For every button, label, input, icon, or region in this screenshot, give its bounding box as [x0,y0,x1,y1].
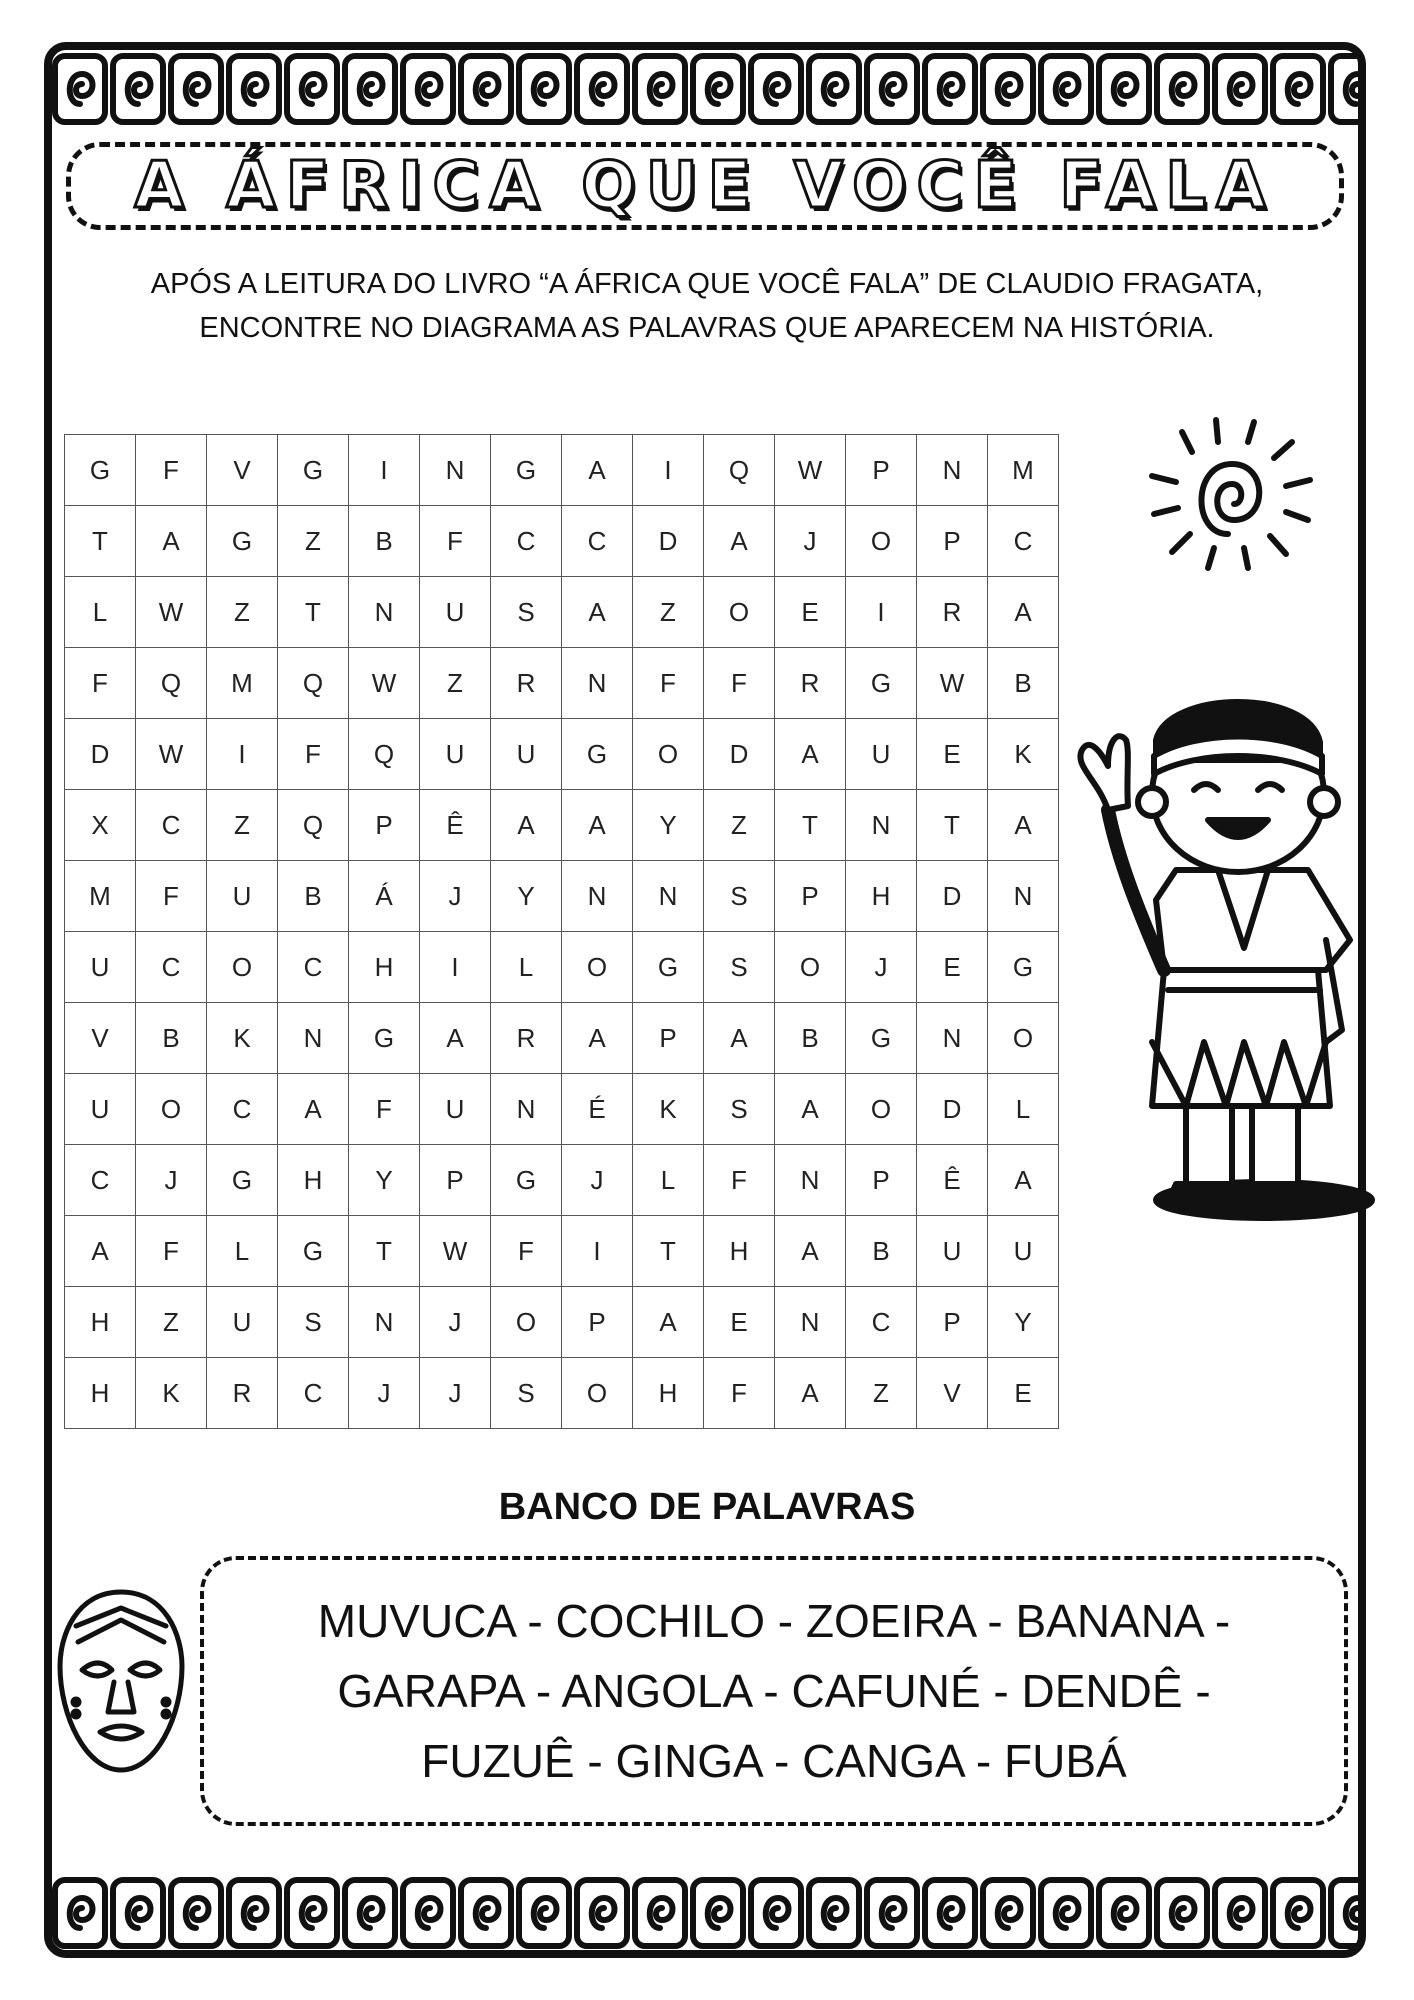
grid-row [65,790,1059,861]
grid-cell[interactable]: A [704,1003,775,1074]
grid-cell[interactable]: B [846,1216,917,1287]
grid-cell[interactable]: D [917,1074,988,1145]
grid-row [65,1216,1059,1287]
grid-cell[interactable]: N [775,1145,846,1216]
grid-cell[interactable]: T [775,790,846,861]
grid-cell[interactable]: H [633,1358,704,1429]
title-banner [66,142,1344,230]
grid-cell[interactable]: U [420,719,491,790]
grid-cell[interactable]: R [491,648,562,719]
grid-cell[interactable]: J [775,506,846,577]
word-bank-line-1: MUVUCA - COCHILO - ZOEIRA - BANANA - [317,1595,1231,1647]
grid-cell[interactable]: W [349,648,420,719]
grid-cell[interactable]: O [633,719,704,790]
grid-cell[interactable]: U [917,1216,988,1287]
grid-cell[interactable]: I [633,435,704,506]
grid-cell[interactable]: Z [207,790,278,861]
grid-cell[interactable]: B [349,506,420,577]
grid-cell[interactable]: A [491,790,562,861]
grid-cell[interactable]: P [349,790,420,861]
grid-cell[interactable]: G [988,932,1059,1003]
grid-cell[interactable]: Z [846,1358,917,1429]
grid-cell[interactable]: C [207,1074,278,1145]
grid-cell[interactable]: F [65,648,136,719]
grid-cell[interactable]: N [633,861,704,932]
grid-cell[interactable]: C [136,790,207,861]
grid-row [65,435,1059,506]
grid-cell[interactable]: N [846,790,917,861]
grid-cell[interactable]: N [988,861,1059,932]
african-child-illustration [1068,670,1378,1230]
grid-cell[interactable]: S [491,577,562,648]
grid-cell[interactable]: R [917,577,988,648]
grid-cell[interactable]: H [704,1216,775,1287]
grid-cell[interactable]: K [988,719,1059,790]
grid-cell[interactable]: N [349,577,420,648]
grid-cell[interactable]: U [420,577,491,648]
grid-cell[interactable]: H [349,932,420,1003]
grid-cell[interactable]: O [207,932,278,1003]
grid-cell[interactable]: Ê [420,790,491,861]
grid-cell[interactable]: N [491,1074,562,1145]
grid-cell[interactable]: G [846,648,917,719]
grid-cell[interactable]: H [846,861,917,932]
grid-cell[interactable]: S [704,1074,775,1145]
grid-cell[interactable]: G [65,435,136,506]
grid-row [65,719,1059,790]
grid-row [65,932,1059,1003]
grid-cell[interactable]: D [917,861,988,932]
grid-cell[interactable]: N [775,1287,846,1358]
grid-cell[interactable]: J [136,1145,207,1216]
grid-cell[interactable]: U [491,719,562,790]
grid-cell[interactable]: F [704,1358,775,1429]
grid-cell[interactable]: D [633,506,704,577]
grid-cell[interactable]: D [65,719,136,790]
grid-cell[interactable]: W [420,1216,491,1287]
grid-cell[interactable]: A [988,577,1059,648]
grid-cell[interactable]: F [349,1074,420,1145]
grid-cell[interactable]: Z [278,506,349,577]
grid-cell[interactable]: T [917,790,988,861]
grid-cell[interactable]: G [633,932,704,1003]
grid-cell[interactable]: O [562,1358,633,1429]
grid-cell[interactable]: C [65,1145,136,1216]
grid-cell[interactable]: N [278,1003,349,1074]
grid-cell[interactable]: B [988,648,1059,719]
grid-cell[interactable]: E [917,932,988,1003]
grid-cell[interactable]: Z [633,577,704,648]
grid-cell[interactable]: B [278,861,349,932]
grid-cell[interactable]: A [704,506,775,577]
grid-cell[interactable]: P [420,1145,491,1216]
grid-cell[interactable]: G [278,435,349,506]
grid-cell[interactable]: Z [704,790,775,861]
grid-cell[interactable]: C [278,932,349,1003]
grid-cell[interactable]: H [278,1145,349,1216]
grid-row [65,577,1059,648]
grid-cell[interactable]: O [988,1003,1059,1074]
grid-cell[interactable]: A [775,1358,846,1429]
grid-cell[interactable]: F [278,719,349,790]
grid-cell[interactable]: L [491,932,562,1003]
grid-cell[interactable]: U [846,719,917,790]
grid-row [65,1287,1059,1358]
grid-cell[interactable]: B [136,1003,207,1074]
grid-cell[interactable]: P [917,506,988,577]
word-bank-box [200,1556,1348,1826]
grid-cell[interactable]: F [420,506,491,577]
grid-cell[interactable]: Z [136,1287,207,1358]
grid-cell[interactable]: V [207,435,278,506]
word-bank-line-2: GARAPA - ANGOLA - CAFUNÉ - DENDÊ - [337,1665,1211,1717]
grid-cell[interactable]: F [136,1216,207,1287]
grid-cell[interactable]: L [988,1074,1059,1145]
grid-cell[interactable]: A [775,1216,846,1287]
grid-cell[interactable]: A [775,1074,846,1145]
grid-cell[interactable]: U [65,1074,136,1145]
grid-cell[interactable]: P [846,435,917,506]
grid-cell[interactable]: A [988,1145,1059,1216]
grid-cell[interactable]: O [491,1287,562,1358]
grid-cell[interactable]: G [349,1003,420,1074]
grid-cell[interactable]: A [988,790,1059,861]
grid-cell[interactable]: A [562,435,633,506]
grid-cell[interactable]: C [136,932,207,1003]
grid-cell[interactable]: J [420,861,491,932]
grid-cell[interactable]: A [420,1003,491,1074]
grid-cell[interactable]: C [491,506,562,577]
grid-cell[interactable]: X [65,790,136,861]
grid-cell[interactable]: F [136,435,207,506]
grid-cell[interactable]: C [846,1287,917,1358]
grid-cell[interactable]: K [633,1074,704,1145]
grid-row [65,1145,1059,1216]
top-border-pattern [52,50,1358,128]
grid-cell[interactable]: O [775,932,846,1003]
grid-cell[interactable]: A [278,1074,349,1145]
grid-cell[interactable]: L [65,577,136,648]
grid-cell[interactable]: Z [207,577,278,648]
grid-cell[interactable]: G [562,719,633,790]
grid-cell[interactable]: A [65,1216,136,1287]
grid-cell[interactable]: K [207,1003,278,1074]
grid-cell[interactable]: L [207,1216,278,1287]
grid-cell[interactable]: Q [278,790,349,861]
grid-cell[interactable]: A [633,1287,704,1358]
grid-cell[interactable]: Z [420,648,491,719]
grid-cell[interactable]: G [846,1003,917,1074]
grid-cell[interactable]: E [704,1287,775,1358]
grid-cell[interactable]: M [65,861,136,932]
grid-cell[interactable]: L [633,1145,704,1216]
grid-cell[interactable]: T [278,577,349,648]
grid-cell[interactable]: A [136,506,207,577]
grid-cell[interactable]: G [278,1216,349,1287]
grid-cell[interactable]: O [846,1074,917,1145]
grid-cell[interactable]: R [491,1003,562,1074]
grid-cell[interactable]: S [704,932,775,1003]
grid-cell[interactable]: W [136,719,207,790]
grid-cell[interactable]: P [846,1145,917,1216]
grid-cell[interactable]: O [562,932,633,1003]
grid-cell[interactable]: E [988,1358,1059,1429]
grid-cell[interactable]: P [917,1287,988,1358]
instructions [40,262,1374,350]
grid-cell[interactable]: A [562,577,633,648]
grid-cell[interactable]: F [704,1145,775,1216]
grid-cell[interactable]: E [917,719,988,790]
grid-cell[interactable]: G [207,1145,278,1216]
grid-cell[interactable]: U [65,932,136,1003]
grid-cell[interactable]: D [704,719,775,790]
grid-cell[interactable]: C [988,506,1059,577]
grid-cell[interactable]: P [633,1003,704,1074]
word-bank-heading: BANCO DE PALAVRAS [498,1486,916,1528]
grid-cell[interactable]: N [420,435,491,506]
grid-cell[interactable]: F [491,1216,562,1287]
grid-cell[interactable]: N [917,1003,988,1074]
african-mask-icon [46,1586,196,1776]
grid-cell[interactable]: H [65,1287,136,1358]
grid-cell[interactable]: H [65,1358,136,1429]
grid-cell[interactable]: J [846,932,917,1003]
grid-cell[interactable]: U [988,1216,1059,1287]
grid-cell[interactable]: J [420,1358,491,1429]
grid-cell[interactable]: Y [988,1287,1059,1358]
grid-cell[interactable]: I [207,719,278,790]
grid-cell[interactable]: É [562,1074,633,1145]
grid-cell[interactable]: Y [491,861,562,932]
sun-icon [1140,412,1320,572]
grid-cell[interactable]: R [775,648,846,719]
word-bank-line-3: FUZUÊ - GINGA - CANGA - FUBÁ [421,1735,1127,1787]
grid-cell[interactable]: T [633,1216,704,1287]
grid-row [65,861,1059,932]
grid-cell[interactable]: F [136,861,207,932]
grid-cell[interactable]: I [562,1216,633,1287]
grid-cell[interactable]: K [136,1358,207,1429]
grid-cell[interactable]: M [207,648,278,719]
grid-cell[interactable]: S [491,1358,562,1429]
grid-cell[interactable]: Q [278,648,349,719]
grid-row [65,1358,1059,1429]
grid-cell[interactable]: I [349,435,420,506]
grid-cell[interactable]: F [704,648,775,719]
grid-cell[interactable]: I [846,577,917,648]
grid-cell[interactable]: G [491,1145,562,1216]
grid-cell[interactable]: N [562,648,633,719]
grid-cell[interactable]: Á [349,861,420,932]
grid-cell[interactable]: F [633,648,704,719]
grid-cell[interactable]: R [207,1358,278,1429]
grid-cell[interactable]: T [65,506,136,577]
grid-cell[interactable]: U [207,861,278,932]
bottom-border-pattern [52,1874,1358,1952]
grid-cell[interactable]: U [420,1074,491,1145]
grid-cell[interactable]: N [349,1287,420,1358]
grid-cell[interactable]: J [349,1358,420,1429]
grid-row [65,506,1059,577]
grid-cell[interactable]: O [846,506,917,577]
grid-cell[interactable]: S [278,1287,349,1358]
grid-cell[interactable]: S [704,861,775,932]
word-search-grid [64,434,1059,1429]
grid-cell[interactable]: O [136,1074,207,1145]
grid-cell[interactable]: V [65,1003,136,1074]
grid-cell[interactable]: C [278,1358,349,1429]
grid-cell[interactable]: A [562,790,633,861]
grid-cell[interactable]: W [917,648,988,719]
grid-cell[interactable]: A [775,719,846,790]
grid-cell[interactable]: B [775,1003,846,1074]
grid-cell[interactable]: I [420,932,491,1003]
grid-cell[interactable]: Q [136,648,207,719]
page-title: A ÁFRICA QUE VOCÊ FALA [134,149,1276,223]
grid-cell[interactable]: Q [704,435,775,506]
grid-cell[interactable]: Q [349,719,420,790]
grid-cell[interactable]: P [562,1287,633,1358]
grid-cell[interactable]: A [562,1003,633,1074]
grid-cell[interactable]: E [775,577,846,648]
grid-cell[interactable]: J [420,1287,491,1358]
grid-cell[interactable]: G [491,435,562,506]
grid-cell[interactable]: O [704,577,775,648]
grid-cell[interactable]: T [349,1216,420,1287]
instructions-line-2: ENCONTRE NO DIAGRAMA AS PALAVRAS QUE APARECEM NA HISTÓRIA. [199,312,1215,344]
grid-row [65,1074,1059,1145]
grid-cell[interactable]: V [917,1358,988,1429]
grid-cell[interactable]: Ê [917,1145,988,1216]
grid-cell[interactable]: J [562,1145,633,1216]
grid-row [65,1003,1059,1074]
grid-cell[interactable]: W [136,577,207,648]
grid-cell[interactable]: N [562,861,633,932]
grid-cell[interactable]: U [207,1287,278,1358]
grid-row [65,648,1059,719]
grid-cell[interactable]: Y [349,1145,420,1216]
grid-cell[interactable]: W [775,435,846,506]
grid-cell[interactable]: P [775,861,846,932]
grid-cell[interactable]: N [917,435,988,506]
instructions-line-1: APÓS A LEITURA DO LIVRO “A ÁFRICA QUE VOCÊ FALA” DE CLAUDIO FRAGATA, [150,268,1264,300]
grid-cell[interactable]: Y [633,790,704,861]
grid-cell[interactable]: M [988,435,1059,506]
grid-cell[interactable]: G [207,506,278,577]
grid-cell[interactable]: C [562,506,633,577]
